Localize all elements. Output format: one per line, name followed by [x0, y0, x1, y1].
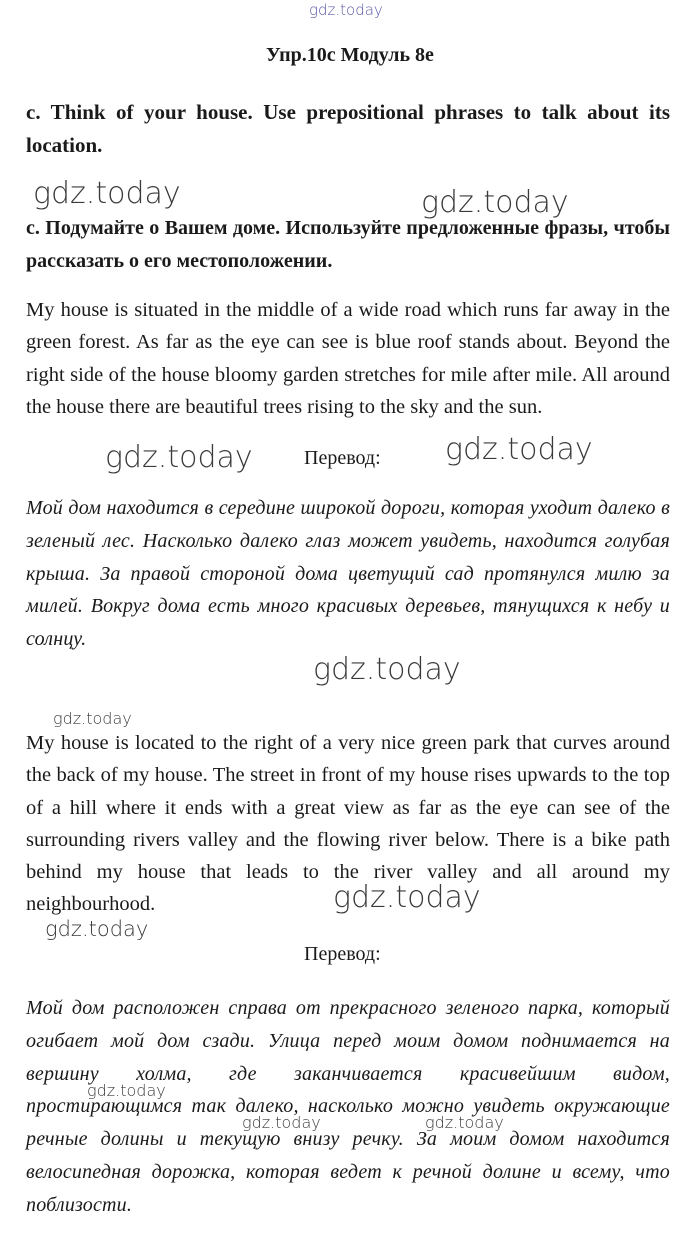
watermark: gdz.today: [333, 880, 481, 915]
watermark: gdz.today: [87, 1081, 166, 1100]
watermark: gdz.today: [105, 440, 253, 475]
task-english: c. Think of your house. Use prepositional phrases to talk about its location.: [26, 100, 670, 157]
watermark: gdz.today: [313, 652, 461, 687]
answer-1-translation-label: Перевод:: [304, 447, 381, 469]
watermark: gdz.today: [53, 709, 132, 728]
watermark: gdz.today: [445, 432, 593, 467]
page-title: Упр.10с Модуль 8е: [266, 44, 434, 66]
answer-1-translation: Мой дом находится в середине широкой дороги, которая уходит далеко в зеленый лес. Насколько далеко глаз может увидеть, находится голубая крыша. За правой стороной дома цветущий сад протянулся милю за милей. Вокруг дома есть много красивых деревьев, тянущихся к небу и солнцу.: [26, 497, 670, 651]
answer-1-text: My house is situated in the middle of a wide road which runs far away in the green forest. As far as the eye can see is blue roof stands about. Beyond the right side of the house bloomy garden stretches for mile after mile. All around the house there are beautiful trees rising to the sky and the sun.: [26, 299, 670, 418]
answer-2-translation: Мой дом расположен справа от прекрасного зеленого парка, который огибает мой дом сзади. Улица перед моим домом поднимается на вершину холма, где заканчивается красивейшим видом, простирающимся так далеко, насколько можно увидеть окружающие речные долины и текущую внизу речку. За моим домом находится велосипедная дорожка, которая ведет к речной долине и всему, что поблизости.: [26, 997, 670, 1216]
answer-2-translation-label: Перевод:: [304, 943, 381, 965]
task-russian: c. Подумайте о Вашем доме. Используйте предложенные фразы, чтобы рассказать о его местоположении.: [26, 217, 670, 272]
watermark: gdz.today: [242, 1113, 321, 1132]
watermark: gdz.today: [421, 185, 569, 220]
watermark-top: gdz.today: [309, 1, 383, 19]
watermark: gdz.today: [425, 1113, 504, 1132]
watermark: gdz.today: [33, 176, 181, 211]
watermark: gdz.today: [45, 917, 149, 941]
answer-2-text: My house is located to the right of a very nice green park that curves around the back of my house. The street in front of my house rises upwards to the top of a hill where it ends with a great view as far as the eye can see of the surrounding rivers valley and the flowing river below. There is a bike path behind my house that leads to the river valley and all around my neighbourhood.: [26, 732, 670, 916]
